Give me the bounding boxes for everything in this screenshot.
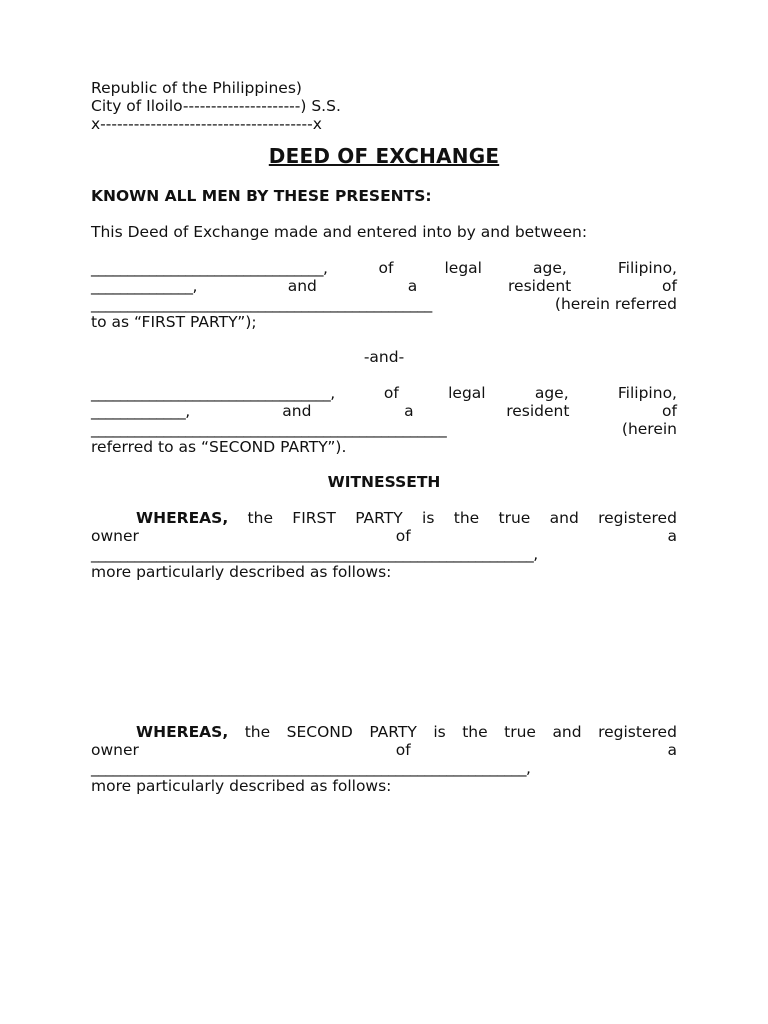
word: age, [533,259,567,277]
whereas-second-line-2 [91,741,677,759]
word: a [667,527,677,545]
word: registered [598,509,677,527]
word: is [433,723,446,741]
second-party-name-blank: _________________________________, [91,384,335,402]
second-party-line-4: referred to as “SECOND PARTY”). [91,438,347,456]
word: a [407,277,418,295]
word: resident [506,402,570,420]
word: the [453,509,480,527]
first-party-line-2 [91,277,677,295]
word: Filipino, [617,384,677,402]
whereas-label: WHEREAS, [136,509,229,527]
header-city: City of Iloilo---------------------) S.S. [91,97,341,115]
first-party-address-blank: _______________________________________________ [91,295,432,313]
whereas-label: WHEREAS, [136,723,229,741]
header-separator: x--------------------------------------x [91,115,322,133]
word: true [498,509,531,527]
first-party-line-3 [91,295,677,313]
known-all-men-heading: KNOWN ALL MEN BY THESE PRESENTS: [91,187,432,205]
second-party-line-1 [91,384,677,402]
word: resident [508,277,572,295]
second-party-status-blank: _____________, [91,402,190,420]
word: legal [448,384,486,402]
word: of [383,384,399,402]
word: a [667,741,677,759]
word: and [287,277,317,295]
first-party-name-blank: ________________________________, [91,259,328,277]
document-title: DEED OF EXCHANGE [268,144,500,168]
intro-paragraph: This Deed of Exchange made and entered into by and between: [91,223,588,241]
first-party-line-4: to as “FIRST PARTY”); [91,313,257,331]
word: (herein [621,420,677,438]
word: true [504,723,536,741]
and-separator: -and- [363,348,405,366]
word: of [662,277,677,295]
whereas-second-property-blank: ____________________________________________________________, [91,759,531,777]
word: FIRST [292,509,336,527]
word: owner [91,527,139,545]
second-party-line-3 [91,420,677,438]
word: age, [534,384,569,402]
word: and [549,509,579,527]
whereas-second-line-1 [91,723,677,741]
whereas-first-line-2 [91,527,677,545]
word: of [378,259,394,277]
header-republic: Republic of the Philippines) [91,79,302,97]
word: Filipino, [617,259,677,277]
second-party-line-2 [91,402,677,420]
witnesseth-heading: WITNESSETH [327,473,441,491]
word: the [244,723,271,741]
word: and [552,723,582,741]
word: owner [91,741,139,759]
whereas-first-line-4: more particularly described as follows: [91,563,392,581]
word: of [395,527,411,545]
whereas-second-line-4: more particularly described as follows: [91,777,392,795]
word: is [422,509,435,527]
word: the [462,723,488,741]
first-party-line-1 [91,259,677,277]
second-party-address-blank: _________________________________________________ [91,420,447,438]
word: (herein referred [554,295,677,313]
word: and [282,402,312,420]
word: SECOND [286,723,353,741]
word: PARTY [369,723,417,741]
word: a [404,402,414,420]
word: of [662,402,677,420]
word: of [395,741,411,759]
word: the [247,509,273,527]
word: registered [598,723,677,741]
whereas-first-property-blank: _____________________________________________________________, [91,545,538,563]
word: PARTY [355,509,403,527]
whereas-first-line-1 [91,509,677,527]
first-party-status-blank: ______________, [91,277,197,295]
word: legal [444,259,482,277]
